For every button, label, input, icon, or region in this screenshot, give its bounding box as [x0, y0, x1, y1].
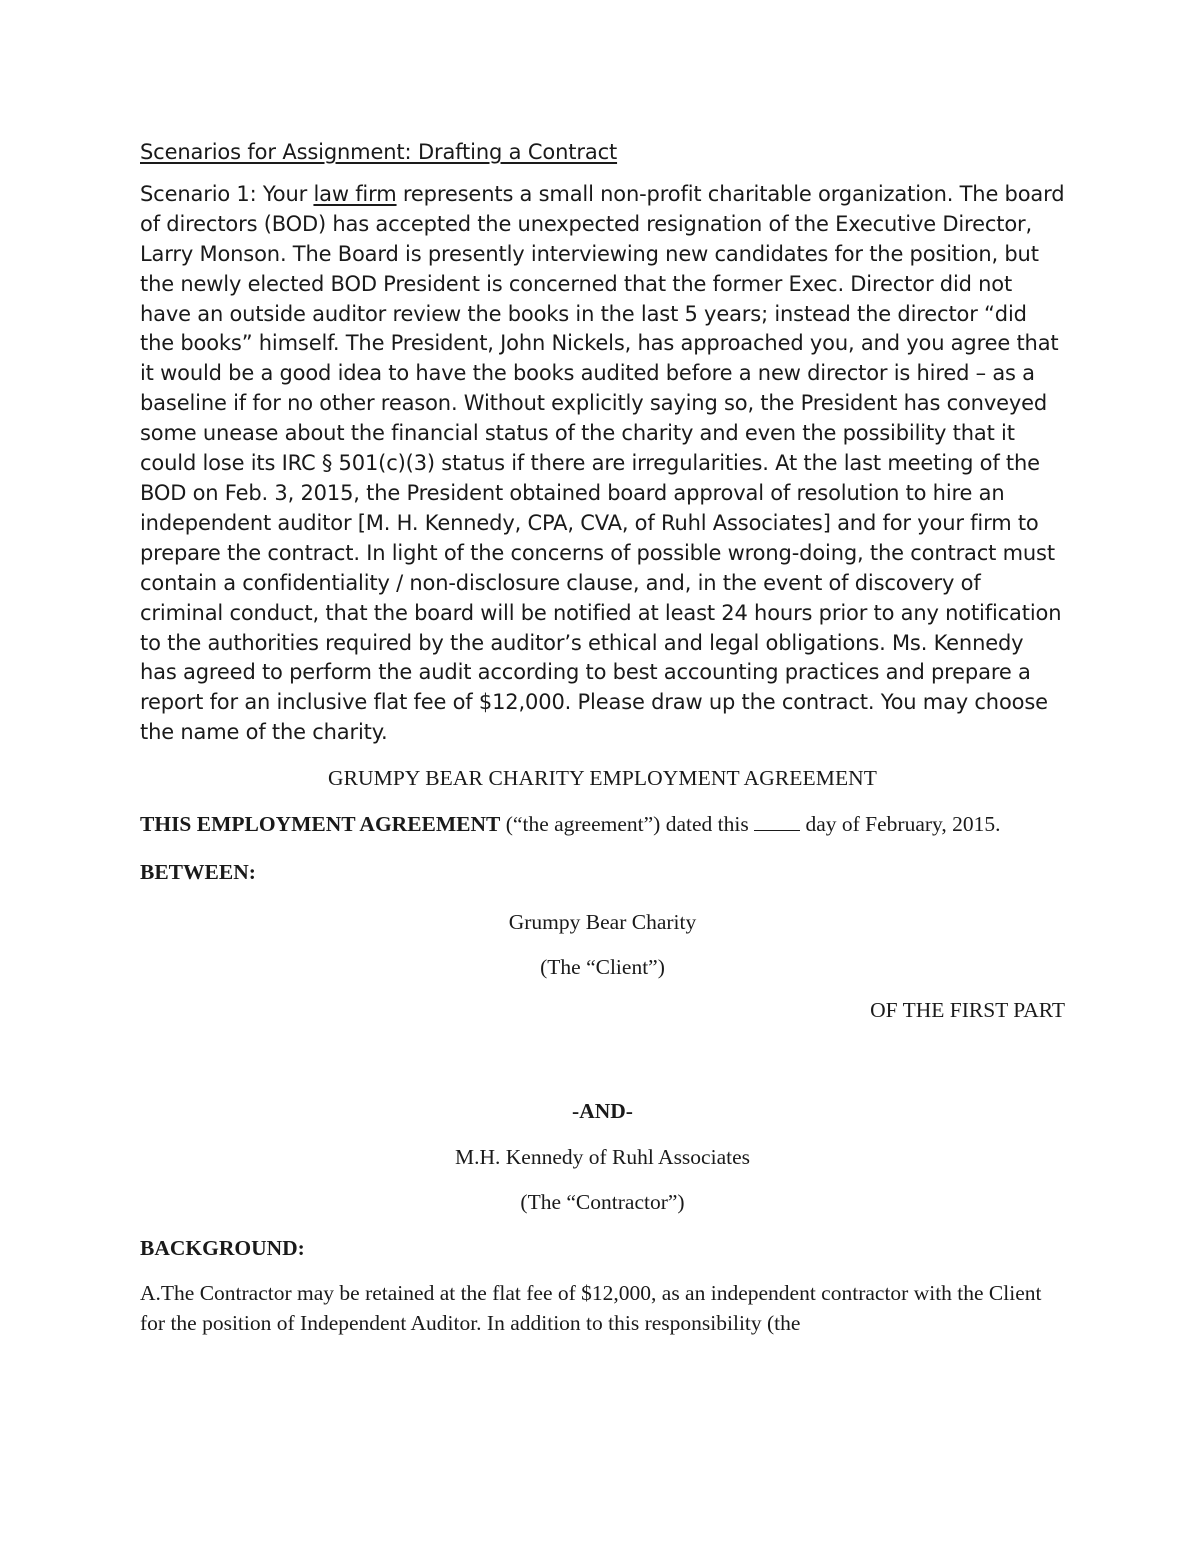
contract-preamble: [140, 809, 1065, 839]
and-label: -AND-: [572, 1099, 633, 1124]
background-label: BACKGROUND:: [140, 1236, 305, 1261]
date-blank-line: [754, 813, 800, 831]
document-page: [140, 138, 1065, 1338]
contract-title: GRUMPY BEAR CHARITY EMPLOYMENT AGREEMENT: [327, 766, 878, 791]
scenario-lead: Scenario 1: Your: [140, 181, 314, 206]
client-name: Grumpy Bear Charity: [508, 910, 697, 935]
preamble-middle: (“the agreement”) dated this: [500, 812, 755, 837]
scenario-body: represents a small non-profit charitable organization. The board of directors (BOD) has accepted the unexpected resignation of the Executive Director, Larry Monson. The Board is presently interviewing new candidates for the position, but the newly elected BOD President is concerned that the former Exec. Director did not have an outside auditor review the books in the last 5 years; instead the director “did the books” himself. The President, John Nickels, has approached you, and you agree that it would be a good idea to have the books audited before a new director is hired – as a baseline if for no other reason. Without explicitly saying so, the President has conveyed some unease about the financial status of the charity and even the possibility that it could lose its IRC § 501(c)(3) status if there are irregularities. At the last meeting of the BOD on Feb. 3, 2015, the President obtained board approval of resolution to hire an independent auditor [M. H. Kennedy, CPA, CVA, of Ruhl Associates] and for your firm to prepare the contract. In light of the concerns of possible wrong-doing, the contract must contain a confidentiality / non-disclosure clause, and, in the event of discovery of criminal conduct, that the board will be notified at least 24 hours prior to any notification to the authorities required by the auditor’s ethical and legal obligations. Ms. Kennedy has agreed to perform the audit according to best accounting practices and prepare a report for an inclusive flat fee of $12,000. Please draw up the contract. You may choose the name of the charity.: [140, 181, 1065, 745]
contractor-role: (The “Contractor”): [520, 1190, 685, 1215]
client-role: (The “Client”): [540, 955, 665, 980]
preamble-end: day of February, 2015.: [800, 812, 1001, 837]
scenario-paragraph: [140, 180, 1065, 748]
first-part-label: OF THE FIRST PART: [870, 998, 1065, 1023]
contractor-name: M.H. Kennedy of Ruhl Associates: [455, 1145, 750, 1170]
assignment-heading: Scenarios for Assignment: Drafting a Contract: [140, 140, 618, 164]
scenario-underlined-term: law firm: [313, 181, 397, 206]
preamble-bold: THIS EMPLOYMENT AGREEMENT: [140, 812, 501, 837]
between-label: BETWEEN:: [140, 860, 256, 885]
clause-a: A.The Contractor may be retained at the flat fee of $12,000, as an independent contractor with the Client for the position of Independent Auditor. In addition to this responsibility (the: [140, 1281, 1042, 1336]
